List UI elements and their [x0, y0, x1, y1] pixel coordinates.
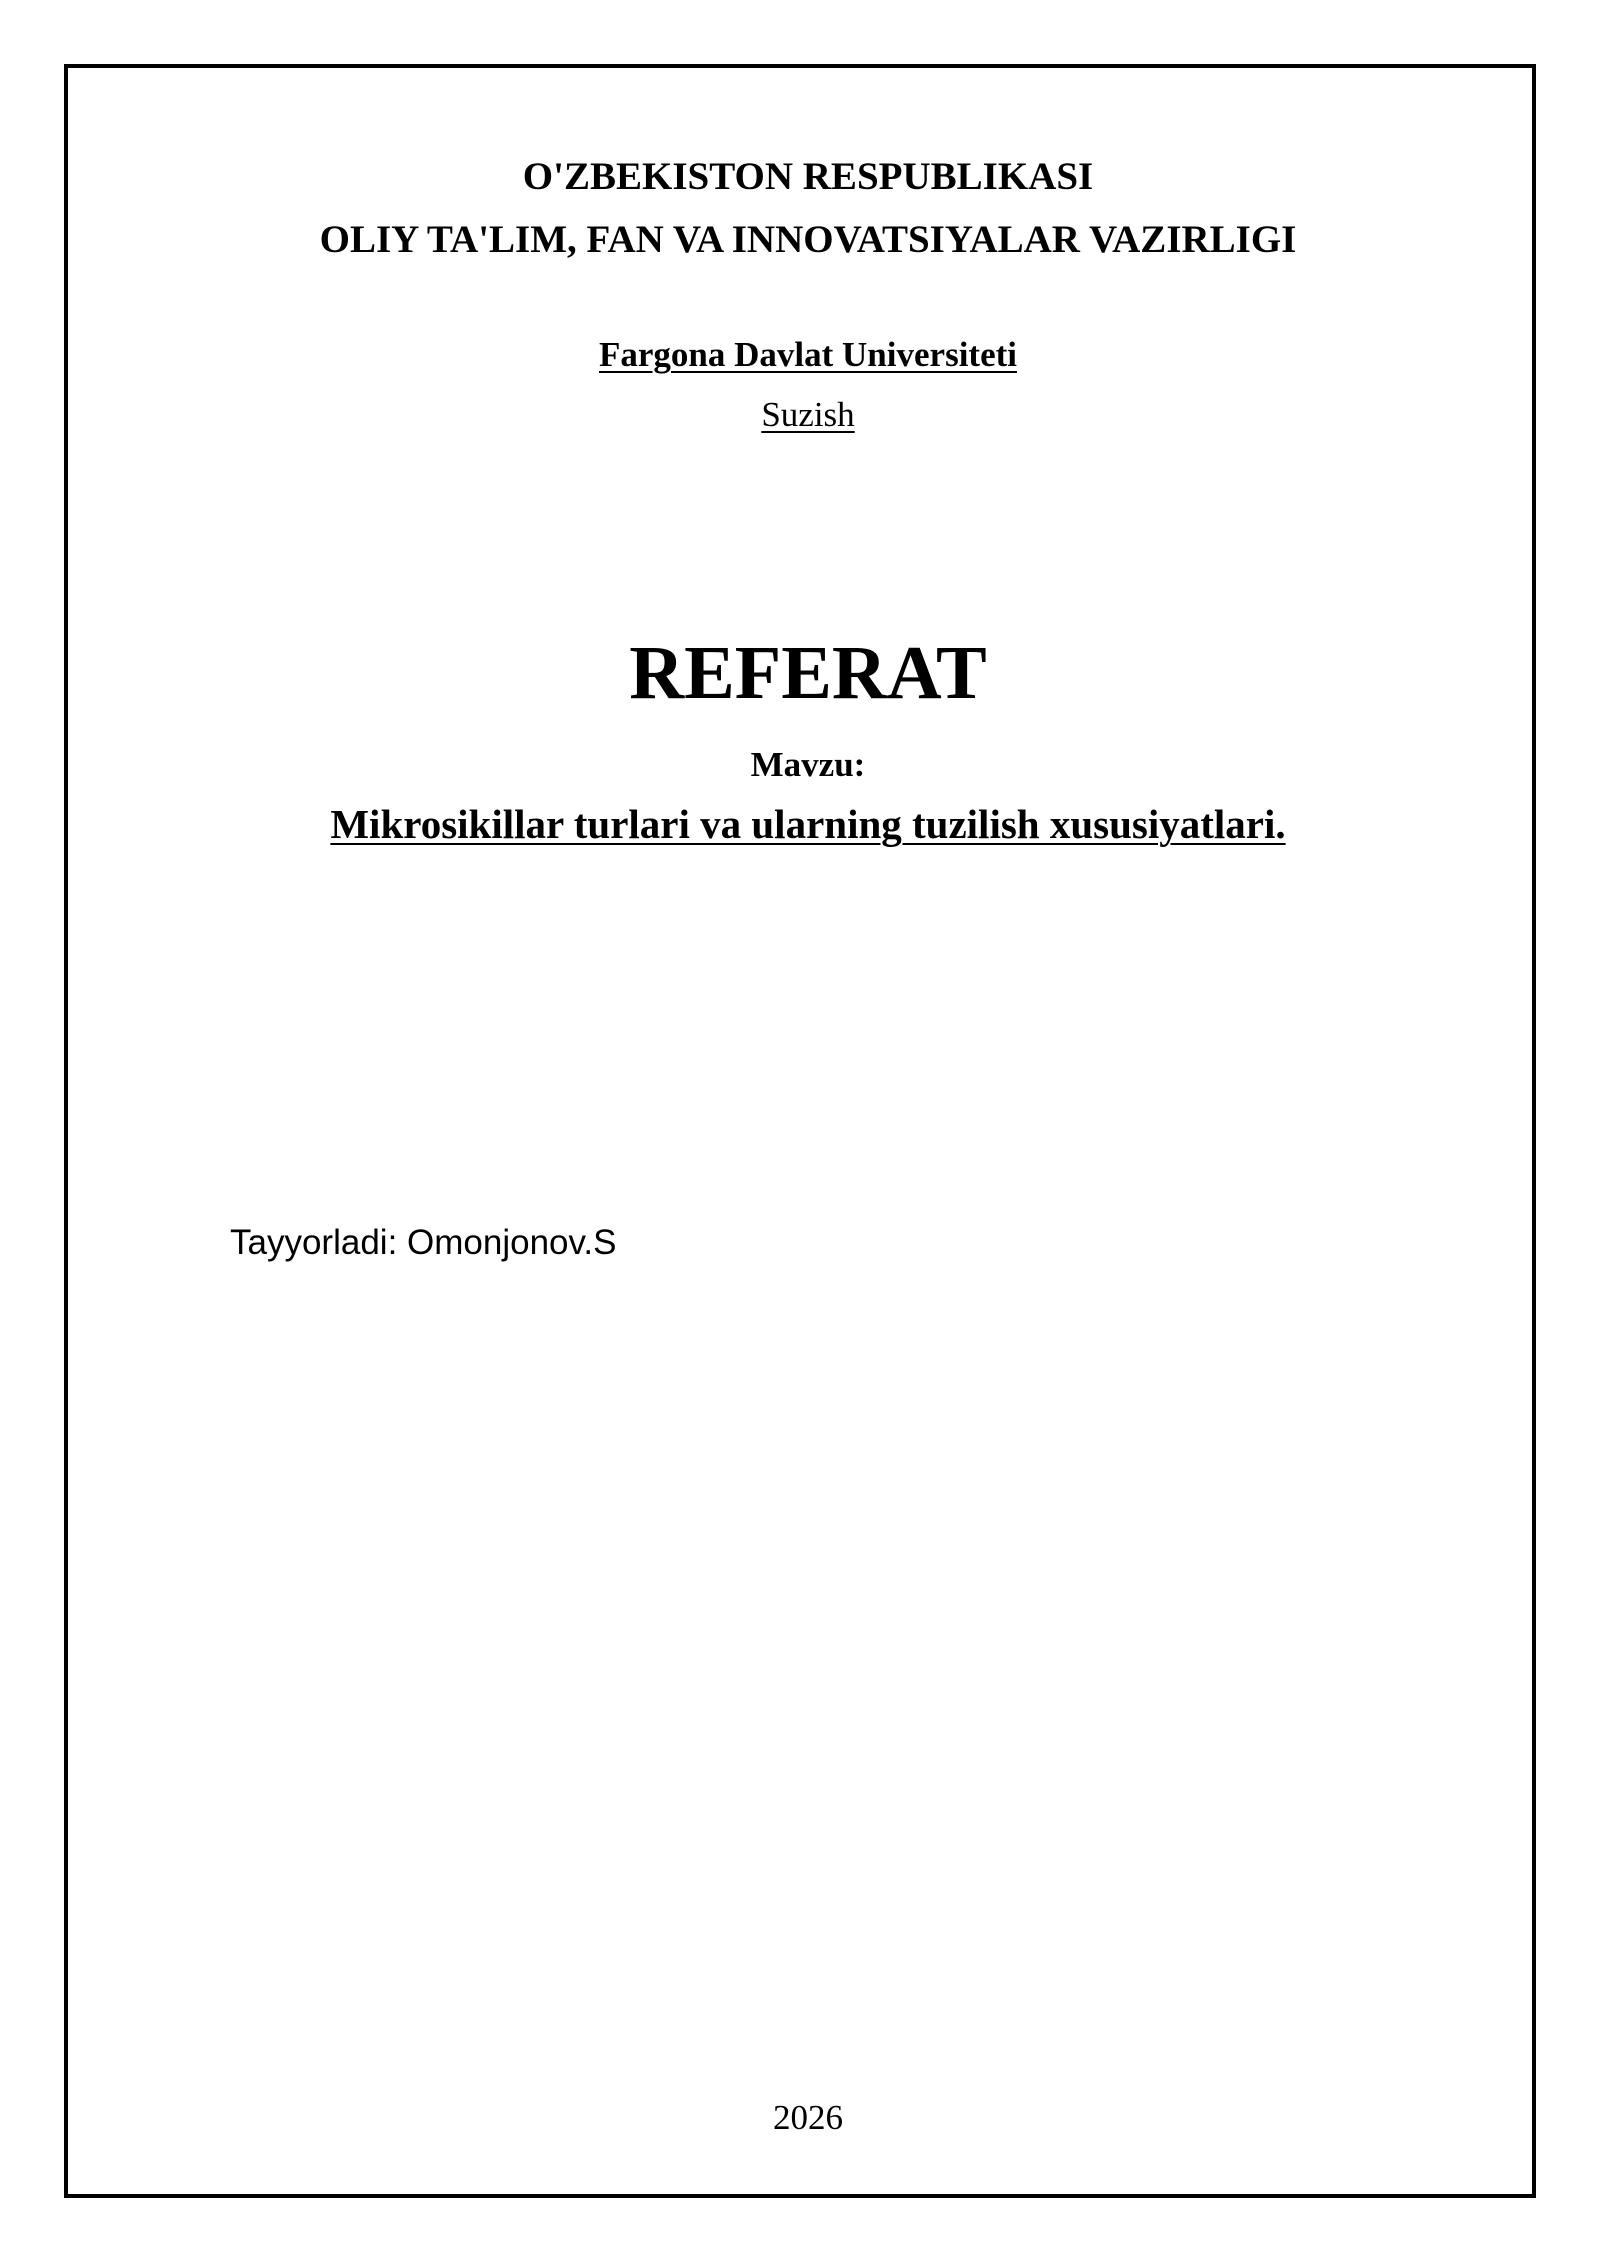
year: [8, 2098, 1600, 2138]
document-type-text: REFERAT: [629, 631, 987, 715]
document-type-title: [8, 630, 1600, 717]
author-line: Tayyorladi: Omonjonov.S: [230, 1223, 617, 1262]
year-text: 2026: [773, 2098, 843, 2137]
topic-label: [8, 745, 1600, 785]
country-text: O'ZBEKISTON RESPUBLIKASI: [522, 155, 1094, 198]
university-text: Fargona Davlat Universiteti: [599, 335, 1017, 374]
subject-name: [8, 395, 1600, 435]
topic-title: [8, 801, 1600, 848]
ministry-text: OLIY TA'LIM, FAN VA INNOVATSIYALAR VAZIRLIGI: [319, 218, 1297, 261]
topic-text: Mikrosikillar turlari va ularning tuzilish xususiyatlari.: [330, 801, 1286, 847]
topic-label-text: Mavzu:: [750, 745, 866, 784]
university-name: [8, 335, 1600, 375]
page-border: [64, 64, 1536, 2198]
ministry-heading: [8, 218, 1600, 263]
subject-text: Suzish: [761, 395, 855, 434]
country-heading: [8, 155, 1600, 200]
